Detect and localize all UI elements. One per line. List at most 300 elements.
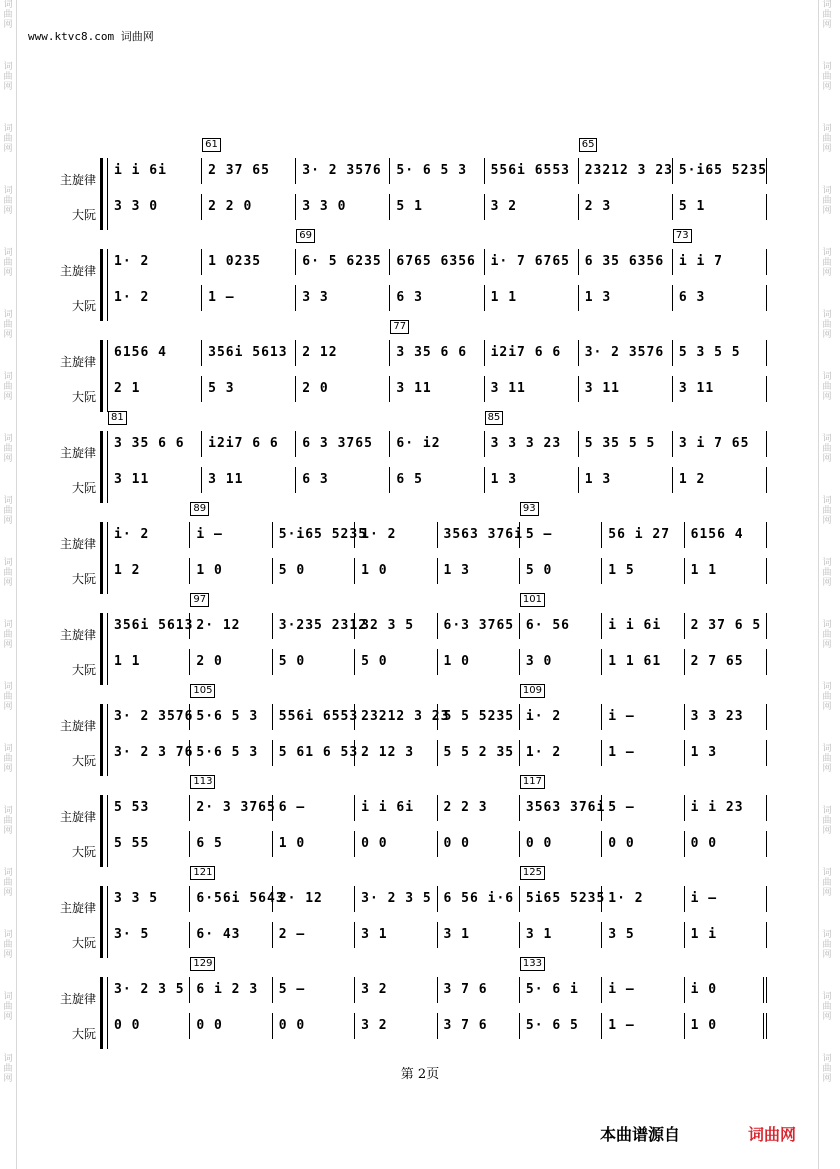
measure: 3·235 2312 (273, 613, 355, 639)
system-brace (100, 613, 108, 685)
measure-number: 129 (190, 957, 215, 971)
watermark-char: 曲 (822, 382, 832, 392)
watermark-char: 曲 (3, 1002, 13, 1012)
measure: i – (602, 977, 684, 1003)
measure: i i 7 (673, 249, 767, 275)
watermark-char: 曲 (3, 134, 13, 144)
measure: i – (602, 704, 684, 730)
watermark-char: 网 (3, 392, 13, 402)
measure: 3· 2 3576 (296, 158, 390, 184)
watermark-char: 曲 (822, 754, 832, 764)
measure: 5· 6 5 3 (390, 158, 484, 184)
measure: i i 6i (108, 158, 202, 184)
measure: 0 0 (273, 1013, 355, 1039)
watermark-group (0, 372, 16, 402)
watermark-char: 曲 (3, 196, 13, 206)
measure-number: 101 (520, 593, 545, 607)
watermark-char: 网 (822, 20, 832, 30)
measure: 1 0 (355, 558, 437, 584)
measure: 2 2 0 (202, 194, 296, 220)
watermark-char: 网 (3, 578, 13, 588)
watermark-group (0, 992, 16, 1022)
part-label-melody: 主旋律 (59, 446, 96, 460)
measure: 6 56 i·6 (438, 886, 520, 912)
measure: 1 2 (673, 467, 767, 493)
measure: 1 2 (108, 558, 190, 584)
measure-number: 93 (520, 502, 539, 516)
measure: 3 1 (520, 922, 602, 948)
watermark-char: 词 (3, 310, 13, 320)
measure: i – (190, 522, 272, 548)
watermark-char: 词 (822, 1054, 832, 1064)
measure: 3 35 6 6 (108, 431, 202, 457)
score-system (52, 139, 768, 248)
measure: 3 2 (485, 194, 579, 220)
measure: 0 0 (520, 831, 602, 857)
watermark-char: 曲 (3, 816, 13, 826)
measure: 5· 6 5 (520, 1013, 602, 1039)
measure: 3· 5 (108, 922, 190, 948)
daruan-staff (108, 558, 767, 584)
measure-number: 77 (390, 320, 409, 334)
watermark-group (819, 434, 835, 464)
measure: 5 1 (673, 194, 767, 220)
measure: 3 1 (438, 922, 520, 948)
measure: 5 3 (202, 376, 296, 402)
measure: 3 11 (485, 376, 579, 402)
measure: 3· 2 3 76 (108, 740, 190, 766)
watermark-group (819, 186, 835, 216)
measure: 3· 2 3 5 (355, 886, 437, 912)
measure-number: 69 (296, 229, 315, 243)
watermark-char: 词 (822, 744, 832, 754)
measure: 1 1 (685, 558, 767, 584)
watermark-char: 曲 (3, 1064, 13, 1074)
watermark-char: 网 (822, 702, 832, 712)
measure-number: 125 (520, 866, 545, 880)
watermark-char: 曲 (822, 630, 832, 640)
measure: 6·56i 5643 (190, 886, 272, 912)
watermark-char: 词 (822, 930, 832, 940)
measure-number: 113 (190, 775, 215, 789)
measure: 1 1 (108, 649, 190, 675)
measure: 2 1 (108, 376, 202, 402)
measure: 3· 2 3576 (579, 340, 673, 366)
watermark-char: 曲 (822, 1002, 832, 1012)
watermark-char: 曲 (3, 692, 13, 702)
part-label-melody: 主旋律 (59, 628, 96, 642)
measure: 2 7 65 (685, 649, 767, 675)
score-system (52, 321, 767, 430)
melody-staff (108, 958, 767, 1003)
measure: 1 3 (579, 285, 673, 311)
measure: 1 0 (438, 649, 520, 675)
measure: i· 7 6765 (485, 249, 579, 275)
watermark-char: 网 (822, 330, 832, 340)
measure: 1 – (602, 1013, 684, 1039)
measure-number: 85 (485, 411, 504, 425)
measure: 1 0235 (202, 249, 296, 275)
system-brace (100, 795, 108, 867)
watermark-char: 词 (822, 310, 832, 320)
measure: 6 5 (390, 467, 484, 493)
measure: 3 7 6 (438, 977, 520, 1003)
measure-number: 73 (673, 229, 692, 243)
part-label-daruan: 大阮 (71, 936, 96, 950)
measure: 3 2 (355, 1013, 437, 1039)
measure: 3 3 (296, 285, 390, 311)
measure: 3· 2 3576 (108, 704, 190, 730)
watermark-char: 网 (822, 392, 832, 402)
measure: 5 0 (273, 649, 355, 675)
measure: 3 i 7 65 (673, 431, 767, 457)
measure: 3 7 6 (438, 1013, 520, 1039)
measure: 3 11 (108, 467, 202, 493)
measure: 0 0 (685, 831, 767, 857)
measure: 56 i 27 (602, 522, 684, 548)
watermark-group (0, 558, 16, 588)
measure-number: 117 (520, 775, 545, 789)
measure: i· 2 (108, 522, 190, 548)
measure: 5 3 5 5 (673, 340, 767, 366)
watermark-char: 网 (822, 826, 832, 836)
watermark-group (819, 372, 835, 402)
daruan-staff (108, 649, 767, 675)
measure: 0 0 (190, 1013, 272, 1039)
measure: 1 1 (485, 285, 579, 311)
watermark-group (819, 310, 835, 340)
part-label-melody: 主旋律 (59, 173, 96, 187)
daruan-staff (108, 194, 767, 220)
part-label-daruan: 大阮 (71, 663, 96, 677)
watermark-char: 词 (822, 434, 832, 444)
melody-staff (108, 594, 767, 639)
measure: 2· 3 3765 (190, 795, 272, 821)
watermark-char: 曲 (822, 196, 832, 206)
measure: 1· 2 (108, 249, 202, 275)
measure: 6 – (273, 795, 355, 821)
melody-staff (108, 685, 767, 730)
watermark-char: 词 (3, 1054, 13, 1064)
watermark-char: 曲 (822, 10, 832, 20)
source-label: 本曲谱源自 (600, 1125, 681, 1144)
measure: 5·6 5 3 (190, 740, 272, 766)
watermark-char: 曲 (3, 568, 13, 578)
watermark-char: 网 (3, 950, 13, 960)
watermark-char: 词 (822, 806, 832, 816)
measure: 2 12 3 (355, 740, 437, 766)
measure: 5 55 (108, 831, 190, 857)
watermark-group (819, 682, 835, 712)
melody-staff (108, 321, 767, 366)
watermark-char: 曲 (822, 320, 832, 330)
measure: 356i 5613 (108, 613, 190, 639)
watermark-char: 网 (3, 764, 13, 774)
watermark-group (0, 930, 16, 960)
right-watermark-strip (818, 0, 835, 1169)
watermark-char: 词 (822, 62, 832, 72)
watermark-group (0, 124, 16, 154)
watermark-char: 词 (3, 248, 13, 258)
measure: 1 0 (685, 1013, 767, 1039)
watermark-char: 网 (3, 888, 13, 898)
watermark-char: 网 (822, 950, 832, 960)
watermark-group (0, 434, 16, 464)
measure: 1 i (685, 922, 767, 948)
daruan-staff (108, 831, 767, 857)
measure: 5·i65 5235 (673, 158, 767, 184)
measure: 5 5 5235 (438, 704, 520, 730)
watermark-char: 网 (822, 144, 832, 154)
measure: 1 5 (602, 558, 684, 584)
melody-staff (108, 139, 768, 184)
watermark-group (819, 496, 835, 526)
watermark-char: 网 (822, 206, 832, 216)
daruan-staff (108, 376, 767, 402)
daruan-staff (108, 467, 767, 493)
watermark-char: 网 (822, 888, 832, 898)
watermark-char: 网 (822, 640, 832, 650)
measure: 2 12 (296, 340, 390, 366)
score-system (52, 594, 767, 703)
system-brace (100, 522, 108, 594)
watermark-char: 词 (3, 124, 13, 134)
watermark-char: 曲 (822, 444, 832, 454)
watermark-char: 网 (3, 702, 13, 712)
watermark-group (0, 744, 16, 774)
watermark-char: 词 (822, 0, 832, 10)
measure: i 0 (685, 977, 767, 1003)
score-system (52, 776, 767, 885)
measure: 5· 6 i (520, 977, 602, 1003)
measure: 5i65 5235 (520, 886, 602, 912)
system-brace (100, 340, 108, 412)
watermark-char: 曲 (3, 754, 13, 764)
watermark-char: 网 (822, 454, 832, 464)
part-label-daruan: 大阮 (71, 481, 96, 495)
watermark-char: 曲 (822, 878, 832, 888)
measure: 2 3 (579, 194, 673, 220)
measure-number: 89 (190, 502, 209, 516)
watermark-char: 网 (3, 268, 13, 278)
measure: 3 11 (202, 467, 296, 493)
measure-number: 105 (190, 684, 215, 698)
watermark-group (819, 620, 835, 650)
watermark-char: 网 (822, 516, 832, 526)
measure: 6765 6356 (390, 249, 484, 275)
watermark-char: 词 (822, 372, 832, 382)
part-label-daruan: 大阮 (71, 208, 96, 222)
watermark-char: 词 (3, 434, 13, 444)
measure: i· 2 (520, 704, 602, 730)
part-label-daruan: 大阮 (71, 754, 96, 768)
watermark-char: 曲 (3, 10, 13, 20)
watermark-group (0, 806, 16, 836)
watermark-group (819, 868, 835, 898)
measure: 556i 6553 (273, 704, 355, 730)
watermark-char: 曲 (822, 816, 832, 826)
watermark-char: 曲 (822, 258, 832, 268)
measure: 5 – (273, 977, 355, 1003)
watermark-char: 词 (3, 930, 13, 940)
watermark-group (819, 248, 835, 278)
measure: 0 0 (602, 831, 684, 857)
measure: 6 3 (390, 285, 484, 311)
watermark-group (819, 124, 835, 154)
measure: 5 – (520, 522, 602, 548)
watermark-char: 词 (822, 186, 832, 196)
measure: 6·3 3765 (438, 613, 520, 639)
measure: 2· 12 (190, 613, 272, 639)
measure: 1· 2 (355, 522, 437, 548)
watermark-char: 网 (822, 764, 832, 774)
score-system (52, 230, 767, 339)
measure: 1· 2 (108, 285, 202, 311)
watermark-group (819, 744, 835, 774)
measure: 5 35 5 5 (579, 431, 673, 457)
watermark-group (0, 62, 16, 92)
measure: 3· 2 3 5 (108, 977, 190, 1003)
watermark-group (0, 496, 16, 526)
watermark-char: 网 (3, 640, 13, 650)
watermark-char: 曲 (3, 72, 13, 82)
measure-number: 109 (520, 684, 545, 698)
watermark-char: 词 (3, 0, 13, 10)
watermark-char: 网 (3, 826, 13, 836)
measure: 3 3 3 23 (485, 431, 579, 457)
measure: 5 61 6 53 (273, 740, 355, 766)
measure: 3 11 (673, 376, 767, 402)
measure: 1 3 (438, 558, 520, 584)
measure: 5·6 5 3 (190, 704, 272, 730)
measure: 6 3 (296, 467, 390, 493)
watermark-char: 词 (3, 806, 13, 816)
watermark-char: 词 (822, 620, 832, 630)
measure: 6 35 6356 (579, 249, 673, 275)
measure: 6 5 (190, 831, 272, 857)
score-system (52, 412, 767, 521)
watermark-char: 曲 (822, 568, 832, 578)
watermark-char: 网 (3, 1012, 13, 1022)
part-label-daruan: 大阮 (71, 390, 96, 404)
measure: 1 – (602, 740, 684, 766)
part-label-melody: 主旋律 (59, 992, 96, 1006)
daruan-staff (108, 740, 767, 766)
measure: 3 11 (579, 376, 673, 402)
watermark-char: 网 (3, 1074, 13, 1084)
watermark-char: 网 (3, 144, 13, 154)
watermark-char: 词 (3, 620, 13, 630)
measure: 2 37 6 5 (685, 613, 767, 639)
measure: 3 3 5 (108, 886, 190, 912)
daruan-staff (108, 1013, 767, 1039)
measure: 6· 43 (190, 922, 272, 948)
watermark-char: 词 (822, 248, 832, 258)
part-label-melody: 主旋律 (59, 355, 96, 369)
watermark-char: 词 (822, 682, 832, 692)
measure: 2· 12 (273, 886, 355, 912)
measure: 0 0 (355, 831, 437, 857)
watermark-char: 曲 (3, 940, 13, 950)
left-watermark-strip (0, 0, 17, 1169)
watermark-group (819, 558, 835, 588)
measure: 5 1 (390, 194, 484, 220)
melody-staff (108, 412, 767, 457)
watermark-group (819, 992, 835, 1022)
measure: 0 0 (438, 831, 520, 857)
measure: 2 0 (296, 376, 390, 402)
score-system (52, 685, 767, 794)
watermark-char: 网 (822, 578, 832, 588)
part-label-daruan: 大阮 (71, 1027, 96, 1041)
watermark-char: 词 (3, 186, 13, 196)
measure: i i 6i (602, 613, 684, 639)
measure: 3 1 (355, 922, 437, 948)
measure: 5 53 (108, 795, 190, 821)
source-site-link[interactable]: 词曲网 (748, 1125, 797, 1144)
measure: 6· 56 (520, 613, 602, 639)
measure: 1· 2 (520, 740, 602, 766)
measure: 3 3 0 (108, 194, 202, 220)
measure: 3 3 23 (685, 704, 767, 730)
watermark-group (0, 310, 16, 340)
daruan-staff (108, 922, 767, 948)
measure: i – (685, 886, 767, 912)
measure-number: 65 (579, 138, 598, 152)
watermark-group (0, 248, 16, 278)
watermark-char: 网 (822, 1012, 832, 1022)
measure: 556i 6553 (485, 158, 579, 184)
part-label-daruan: 大阮 (71, 572, 96, 586)
part-label-melody: 主旋律 (59, 264, 96, 278)
measure: 6· i2 (390, 431, 484, 457)
watermark-group (819, 0, 835, 30)
measure: 6 3 3765 (296, 431, 390, 457)
watermark-char: 曲 (822, 1064, 832, 1074)
watermark-char: 词 (822, 124, 832, 134)
watermark-group (0, 186, 16, 216)
measure: 23212 3 23 (579, 158, 673, 184)
watermark-char: 曲 (3, 444, 13, 454)
score-system (52, 958, 767, 1067)
measure: 1 – (202, 285, 296, 311)
measure: i2i7 6 6 (202, 431, 296, 457)
watermark-char: 词 (3, 992, 13, 1002)
watermark-char: 网 (3, 82, 13, 92)
watermark-char: 词 (3, 496, 13, 506)
measure: 5 0 (273, 558, 355, 584)
measure: 6 3 (673, 285, 767, 311)
watermark-char: 曲 (3, 320, 13, 330)
measure: 32 3 5 (355, 613, 437, 639)
system-brace (100, 249, 108, 321)
measure: 1 0 (190, 558, 272, 584)
watermark-char: 网 (822, 268, 832, 278)
measure: 5 0 (520, 558, 602, 584)
watermark-char: 曲 (822, 72, 832, 82)
measure: 6 i 2 3 (190, 977, 272, 1003)
watermark-char: 曲 (3, 258, 13, 268)
system-brace (100, 704, 108, 776)
measure: 3563 376i (520, 795, 602, 821)
watermark-group (819, 62, 835, 92)
score-system (52, 867, 767, 976)
measure: 5 – (602, 795, 684, 821)
watermark-char: 词 (822, 496, 832, 506)
measure: i i 6i (355, 795, 437, 821)
measure-number: 97 (190, 593, 209, 607)
watermark-char: 词 (3, 62, 13, 72)
